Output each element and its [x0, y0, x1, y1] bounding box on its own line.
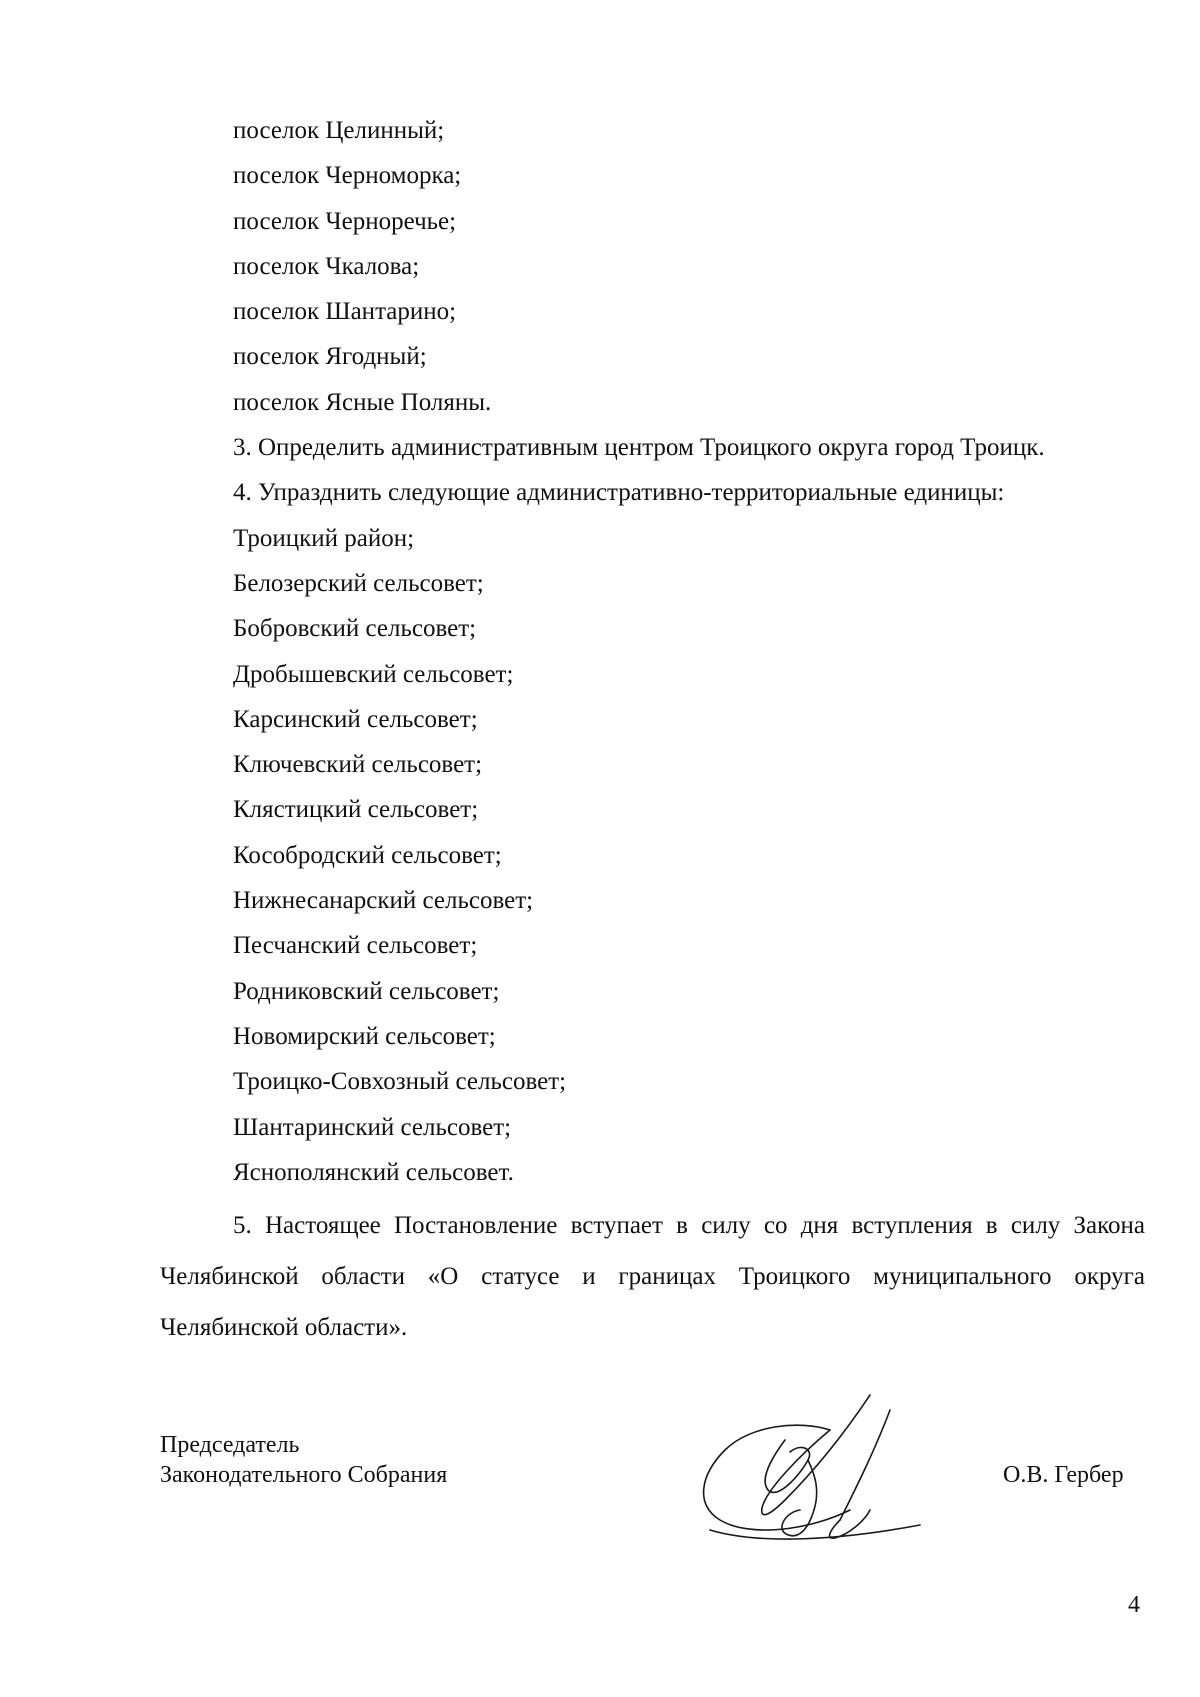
- list-item: поселок Ясные Поляны.: [233, 388, 492, 416]
- signer-name: О.В. Гербер: [1003, 1462, 1124, 1488]
- list-item: Троицко-Совхозный сельсовет;: [233, 1068, 567, 1096]
- list-item: поселок Шантарино;: [233, 298, 457, 326]
- list-item: Дробышевский сельсовет;: [233, 660, 514, 688]
- list-item: Ключевский сельсовет;: [233, 751, 483, 779]
- list-item: Карсинский сельсовет;: [233, 705, 478, 733]
- list-item: Родниковский сельсовет;: [233, 977, 500, 1005]
- list-item: Нижнесанарский сельсовет;: [233, 887, 534, 915]
- signer-title-line-1: Председатель: [160, 1432, 300, 1458]
- paragraph-3: 3. Определить административным центром Троицкого округа город Троицк.: [233, 434, 1045, 462]
- page-number: 4: [1128, 1592, 1140, 1618]
- list-item: поселок Черноречье;: [233, 207, 457, 235]
- list-item: Шантаринский сельсовет;: [233, 1113, 512, 1141]
- list-item: поселок Ягодный;: [233, 343, 427, 371]
- list-item: Новомирский сельсовет;: [233, 1022, 496, 1050]
- list-item: поселок Чкалова;: [233, 252, 420, 280]
- list-item: Песчанский сельсовет;: [233, 932, 478, 960]
- list-item: Троицкий район;: [233, 524, 415, 552]
- list-item: Бобровский сельсовет;: [233, 615, 477, 643]
- signature-image: [690, 1380, 940, 1550]
- text-lines: [233, 108, 1045, 1195]
- list-item: поселок Черноморка;: [233, 162, 462, 190]
- list-item: Белозерский сельсовет;: [233, 569, 484, 597]
- list-item: Яснополянский сельсовет.: [233, 1158, 514, 1186]
- list-item: Кособродский сельсовет;: [233, 841, 502, 869]
- paragraph-4: 4. Упразднить следующие административно-территориальные единицы:: [233, 479, 1005, 507]
- list-item: поселок Целинный;: [233, 117, 445, 144]
- list-item: Клястицкий сельсовет;: [233, 796, 479, 824]
- paragraph-5: 5. Настоящее Постановление вступает в силу со дня вступления в силу Закона Челябинской области «О статусе и границах Троицкого муниципального округа Челябинской области».: [160, 1212, 1145, 1341]
- signer-title-line-2: Законодательного Собрания: [160, 1462, 448, 1488]
- signer-title: [160, 1430, 447, 1490]
